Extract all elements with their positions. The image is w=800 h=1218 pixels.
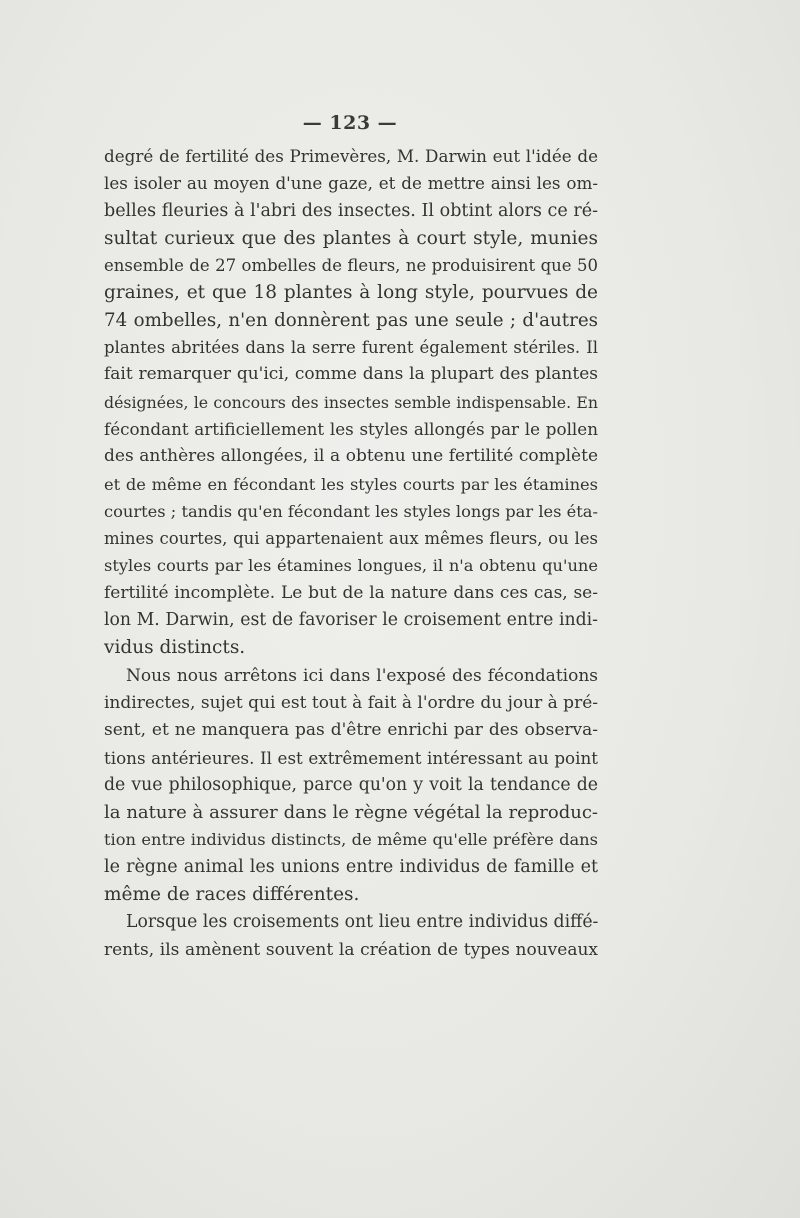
text-line: 74 ombelles, n'en donnèrent pas une seule ; d'autres <box>104 309 598 331</box>
text-line: fécondant artificiellement les styles allongés par le pollen <box>104 418 598 439</box>
text-line: fait remarquer qu'ici, comme dans la plupart des plantes <box>104 364 598 385</box>
text-line: tions antérieures. Il est extrêmement intéressant au point <box>104 747 598 768</box>
text-line: graines, et que 18 plantes à long style, pourvues de <box>104 282 598 304</box>
text-line: et de même en fécondant les styles courts par les étamines <box>104 474 598 494</box>
text-line: belles fleuries à l'abri des insectes. Il obtint alors ce ré- <box>104 200 598 221</box>
text-line: le règne animal les unions entre individus de famille et <box>104 856 598 877</box>
paragraph-2 <box>104 663 598 909</box>
text-line: Lorsque les croisements ont lieu entre individus diffé- <box>126 912 599 933</box>
text-line: vidus distincts. <box>104 637 246 659</box>
text-line: courtes ; tandis qu'en fécondant les styles longs par les éta- <box>104 501 598 521</box>
paragraph-3 <box>104 909 598 964</box>
text-line: Nous nous arrêtons ici dans l'exposé des fécondations <box>126 665 598 686</box>
text-line: mines courtes, qui appartenaient aux mêmes fleurs, ou les <box>104 529 598 549</box>
text-line: tion entre individus distincts, de même qu'elle préfère dans <box>104 830 598 850</box>
text-line: indirectes, sujet qui est tout à fait à l'ordre du jour à pré- <box>104 692 598 713</box>
text-line: sent, et ne manquera pas d'être enrichi par des observa- <box>104 720 598 741</box>
text-line: même de races différentes. <box>104 884 360 906</box>
text-line: rents, ils amènent souvent la création de types nouveaux <box>104 939 598 960</box>
paragraph-1 <box>104 143 598 662</box>
body-text <box>104 143 598 964</box>
text-line: plantes abritées dans la serre furent également stériles. Il <box>104 338 598 358</box>
text-line: lon M. Darwin, est de favoriser le croisement entre indi- <box>104 610 598 631</box>
text-line: sultat curieux que des plantes à court style, munies <box>104 227 598 249</box>
text-line: fertilité incomplète. Le but de la nature dans ces cas, se- <box>104 582 598 603</box>
page-number: — 123 — <box>302 112 398 134</box>
text-line: les isoler au moyen d'une gaze, et de mettre ainsi les om- <box>104 173 598 194</box>
text-line: des anthères allongées, il a obtenu une fertilité complète <box>104 446 598 467</box>
text-line: styles courts par les étamines longues, il n'a obtenu qu'une <box>104 556 598 576</box>
text-line: de vue philosophique, parce qu'on y voit la tendance de <box>104 774 598 795</box>
text-line: ensemble de 27 ombelles de fleurs, ne produisirent que 50 <box>104 256 598 276</box>
text-line: degré de fertilité des Primevères, M. Darwin eut l'idée de <box>104 146 598 166</box>
text-line: la nature à assurer dans le règne végétal la reproduc- <box>104 802 598 824</box>
text-line: désignées, le concours des insectes semble indispensable. En <box>104 392 598 412</box>
